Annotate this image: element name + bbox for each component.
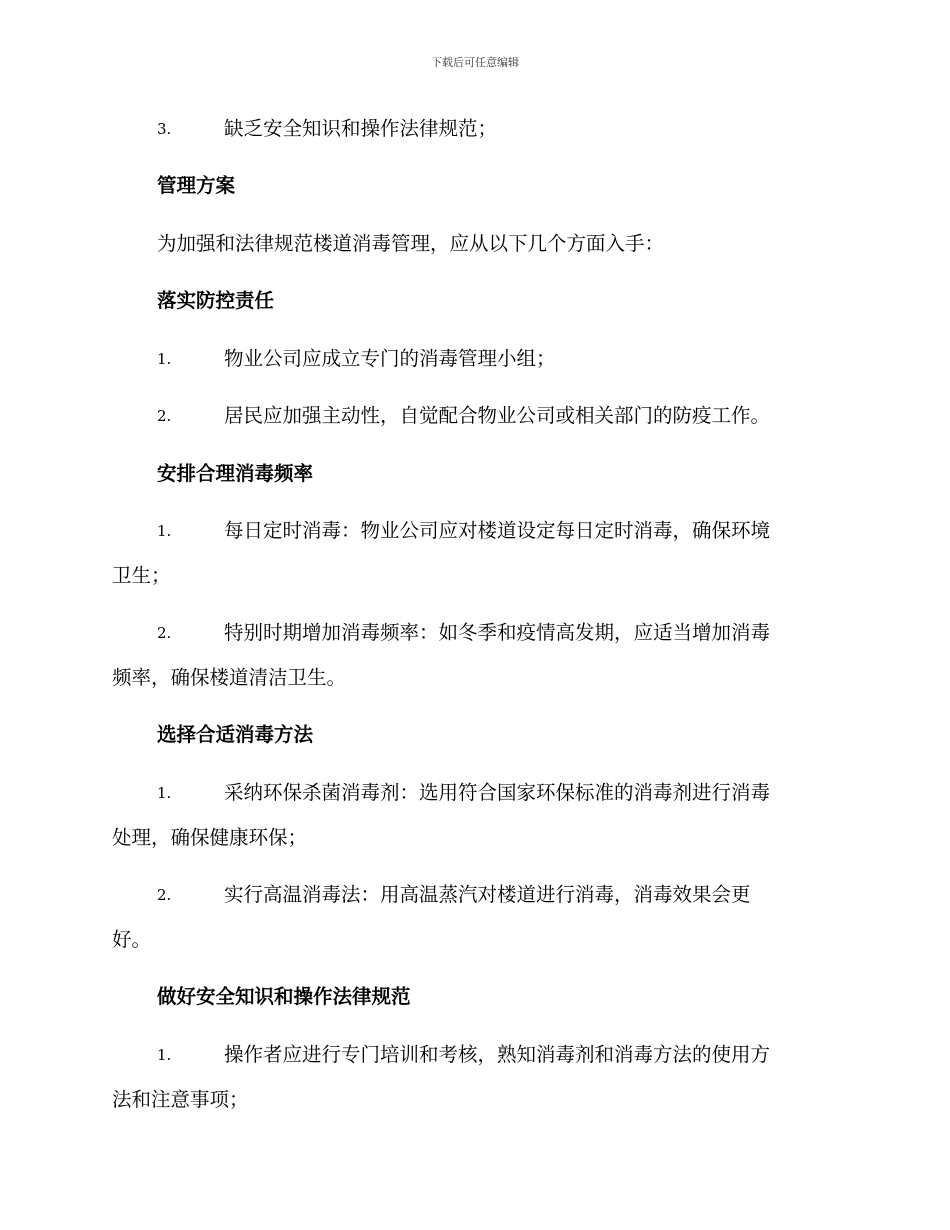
list-item-text: 采纳环保杀菌消毒剂：选用符合国家环保标准的消毒剂进行消毒 <box>224 781 771 804</box>
page-header: 下载后可任意编辑 <box>431 56 519 69</box>
list-item-continuation: 卫生； <box>112 564 171 587</box>
list-item-continuation: 频率，确保楼道清洁卫生。 <box>112 666 347 689</box>
list-number: 1. <box>157 784 172 802</box>
list-number: 2. <box>157 886 172 904</box>
list-item-text: 特别时期增加消毒频率：如冬季和疫情高发期，应适当增加消毒 <box>224 621 771 644</box>
paragraph: 为加强和法律规范楼道消毒管理，应从以下几个方面入手： <box>157 232 665 255</box>
list-item-text: 缺乏安全知识和操作法律规范； <box>224 117 498 140</box>
list-item-continuation: 好。 <box>112 928 152 951</box>
list-number: 1. <box>157 350 172 368</box>
list-item-text: 操作者应进行专门培训和考核，熟知消毒剂和消毒方法的使用方 <box>224 1043 771 1066</box>
list-item-text: 物业公司应成立专门的消毒管理小组； <box>224 347 556 370</box>
section-heading: 做好安全知识和操作法律规范 <box>157 985 411 1008</box>
section-heading: 选择合适消毒方法 <box>157 723 314 746</box>
section-heading: 管理方案 <box>157 174 236 197</box>
list-number: 1. <box>157 1046 172 1064</box>
list-item-text: 实行高温消毒法：用高温蒸汽对楼道进行消毒，消毒效果会更 <box>224 883 751 906</box>
list-item-continuation: 法和注意事项； <box>112 1088 249 1111</box>
list-number: 1. <box>157 522 172 540</box>
list-item-text: 每日定时消毒：物业公司应对楼道设定每日定时消毒，确保环境 <box>224 519 771 542</box>
list-number: 2. <box>157 624 172 642</box>
list-item-text: 居民应加强主动性，自觉配合物业公司或相关部门的防疫工作。 <box>224 404 771 427</box>
list-number: 2. <box>157 407 172 425</box>
section-heading: 落实防控责任 <box>157 289 275 312</box>
section-heading: 安排合理消毒频率 <box>157 462 314 485</box>
list-number: 3. <box>157 120 172 138</box>
list-item-continuation: 处理，确保健康环保； <box>112 826 308 849</box>
